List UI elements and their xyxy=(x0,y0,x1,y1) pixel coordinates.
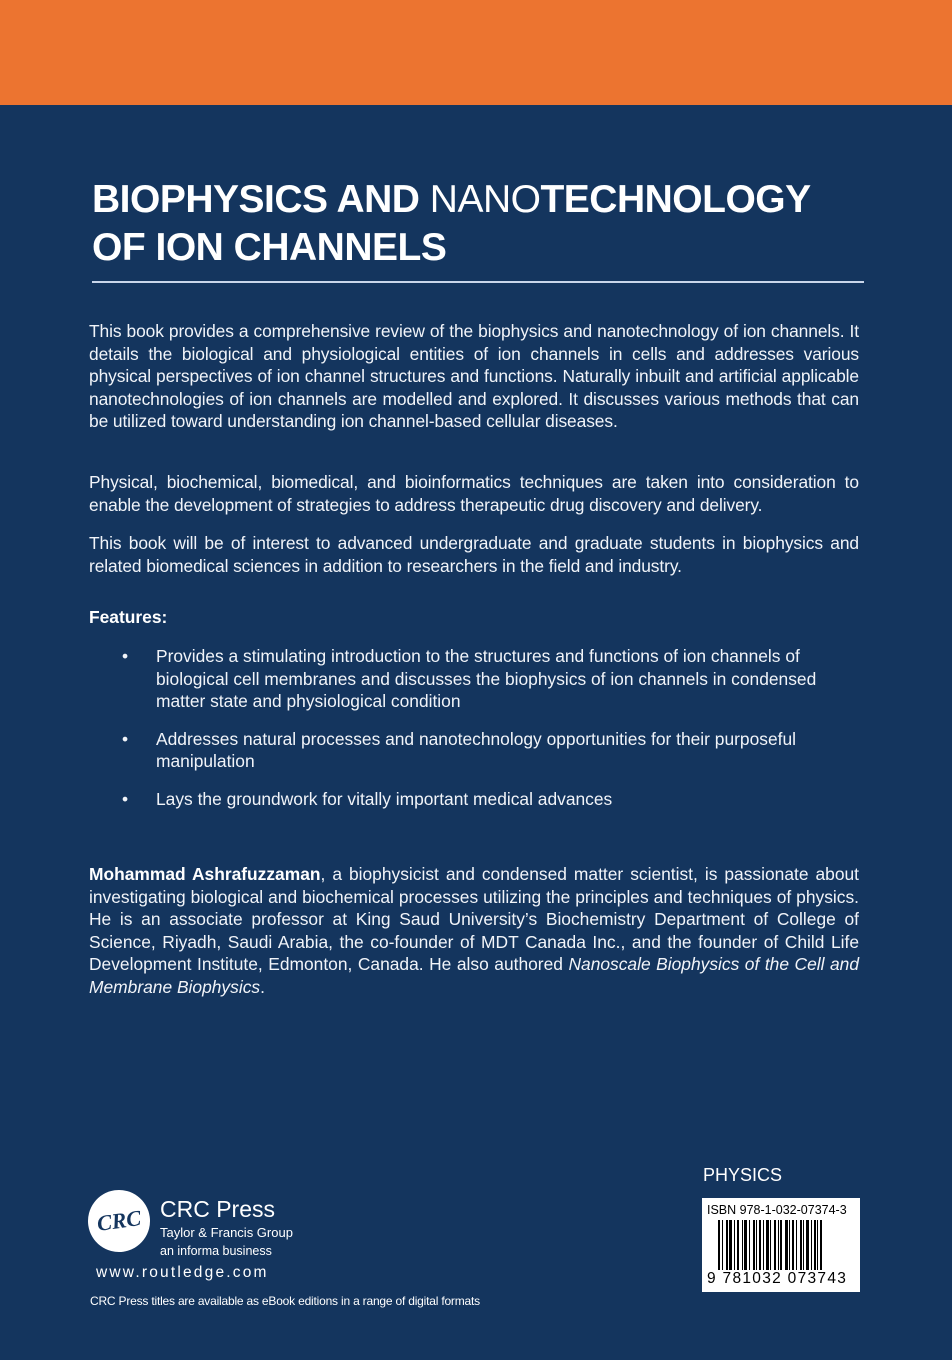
feature-item: • Lays the groundwork for vitally important medical advances xyxy=(122,788,613,809)
author-books: Nanoscale Biophysics of the Cell and Membrane Biophysics xyxy=(89,954,860,997)
title-bold-a: BIOPHYSICS AND xyxy=(92,178,430,221)
bullet-icon: • xyxy=(122,646,129,666)
isbn-label: ISBN 978-1-032-07374-3 xyxy=(707,1203,847,1217)
description-paragraph-3: This book will be of interest to advanced undergraduate and graduate students in biophysics and related biomedical sciences in addition to researchers in the field and industry. xyxy=(89,533,859,576)
bullet-icon: • xyxy=(122,788,129,809)
features-heading: Features: xyxy=(89,607,168,627)
ebook-note: CRC Press titles are available as eBook editions in a range of digital formats xyxy=(90,1294,480,1308)
author-name: Mohammad Ashrafuzzaman xyxy=(89,864,321,884)
features-list xyxy=(89,645,859,826)
publisher-informa: an informa business xyxy=(160,1244,272,1258)
isbn-barcode xyxy=(702,1198,860,1292)
crc-logo-icon: CRC xyxy=(84,1186,154,1256)
title-line2: OF ION CHANNELS xyxy=(92,226,447,269)
title-divider xyxy=(92,281,864,283)
feature-item: • Provides a stimulating introduction to the structures and functions of ion channels of biological cell membranes and discusses the biophysics of ion channels in condensed matter state and physiological condition xyxy=(122,646,817,712)
title-light: NANO xyxy=(429,178,541,221)
barcode-digits: 9 781032 073743 xyxy=(707,1270,848,1287)
publisher-url: www.routledge.com xyxy=(96,1264,269,1281)
author-bio: Mohammad Ashrafuzzaman, a biophysicist and condensed matter scientist, is passionate about investigating biological and biochemical processes utilizing the principles and techniques of physics. He is an associate professor at King Saud University’s Biochemistry Department of College of Science, Riyadh, Saudi Arabia, the co-founder of MDT Canada Inc., and the founder of Child Life Development Institute, Edmonton, Canada. He also authored Nanoscale Biophysics of the Cell and Membrane Biophysics. xyxy=(89,864,860,997)
orange-top-band xyxy=(0,0,952,105)
title-bold-b: TECHNOLOGY xyxy=(540,178,811,221)
subject-category: PHYSICS xyxy=(703,1165,783,1185)
description-paragraph-2: Physical, biochemical, biomedical, and bioinformatics techniques are taken into consideration to enable the development of strategies to address therapeutic drug discovery and delivery. xyxy=(89,472,859,515)
description-paragraph-1: This book provides a comprehensive review of the biophysics and nanotechnology of ion channels. It details the biological and physiological entities of ion channels in cells and addresses various physical perspectives of ion channel structures and functions. Naturally inbuilt and artificial applicable nanotechnologies of ion channels are modelled and explored. It discusses various methods that can be utilized toward understanding ion channel-based cellular diseases. xyxy=(89,321,859,432)
feature-item: • Addresses natural processes and nanotechnology opportunities for their purposeful manipulation xyxy=(122,728,796,772)
bullet-icon: • xyxy=(122,728,129,749)
publisher-group: Taylor & Francis Group xyxy=(160,1225,293,1240)
publisher-name: CRC Press xyxy=(160,1196,276,1222)
book-title xyxy=(92,176,872,272)
